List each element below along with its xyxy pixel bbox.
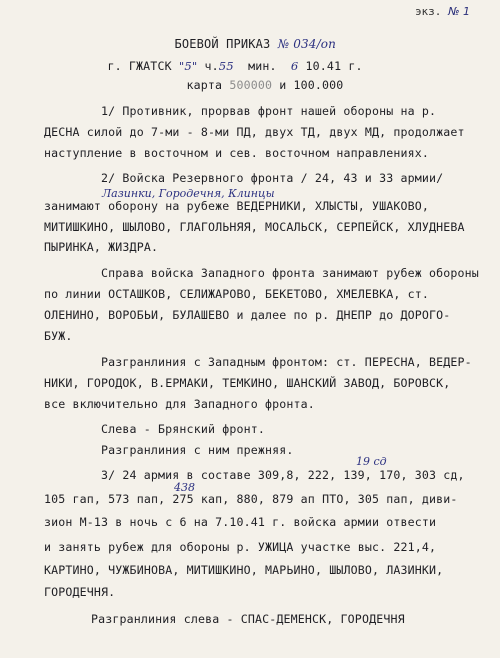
place: г. ГЖАТСК [107, 59, 172, 73]
para-5-line-2: 105 гап, 573 пап, 275 кап, 880, 879 ап ПТО, 305 пап, диви- [44, 492, 458, 506]
copy-number: № 1 [448, 5, 470, 18]
day: "5" [178, 59, 198, 73]
date-day: 6 [290, 59, 299, 73]
para-4-line-1: Разгранлиния с Западным фронтом: ст. ПЕРЕСНА, ВЕДЕР- [101, 355, 472, 369]
handwritten-insertion: Лазинки, Городечня, Клинцы [102, 187, 275, 200]
minutes-label: мин. [248, 59, 277, 73]
para-5-line-1: 3/ 24 армия в составе 309,8, 222, 139, 170, 303 сд, [101, 468, 465, 482]
para-5-line-4: и занять рубеж для обороны р. УЖИЦА участке выс. 221,4, [44, 540, 437, 554]
para-2-line-4: ПЫРИНКА, ЖИЗДРА. [44, 240, 159, 254]
map-scale-1: 500000 [229, 78, 273, 92]
para-5-line-3: зион М-13 в ночь с 6 на 7.10.41 г. войска армии отвести [44, 515, 437, 529]
map-label: карта [186, 78, 223, 92]
para-3-line-1: Справа войска Западного фронта занимают рубеж обороны [101, 266, 479, 280]
order-number: № 034/оп [277, 37, 337, 51]
para-3-line-3: ОЛЕНИНО, ВОРОБЬИ, БУЛАШЕВО и далее по р. ДНЕПР до ДОРОГО- [44, 308, 451, 322]
para-5-line-6: ГОРОДЕЧНЯ. [44, 585, 116, 599]
para-4-line-3: все включительно для Западного фронта. [44, 397, 315, 411]
para-1-line-3: наступление в восточном и сев. восточном направлениях. [44, 146, 430, 160]
para-3-line-4: БУЖ. [44, 329, 73, 343]
minutes: 55 [218, 59, 234, 73]
left-neighbor-line: Слева - Брянский фронт. [101, 422, 265, 436]
para-1-line-1: 1/ Противник, прорвав фронт нашей обороны на р. [101, 104, 437, 118]
copy-label: экз. [414, 5, 442, 18]
para-2-line-1: 2/ Войска Резервного фронта / 24, 43 и 33 армии/ [101, 171, 444, 185]
para-1-line-2: ДЕСНА силой до 7-ми - 8-ми ПД, двух ТД, двух МД, продолжает [44, 125, 465, 139]
para-2-line-2: занимают оборону на рубеже ВЕДЕРНИКИ, ХЛЫСТЫ, УШАКОВО, [44, 199, 430, 213]
boundary-line: Разгранлиния с ним прежняя. [101, 443, 294, 457]
para-3-line-2: по линии ОСТАШКОВ, СЕЛИЖАРОВО, БЕКЕТОВО, ХМЕЛЕВКА, ст. [44, 287, 430, 301]
boundary-left-line: Разгранлиния слева - СПАС-ДЕМЕНСК, ГОРОДЕЧНЯ [91, 612, 405, 626]
date-rest: 10.41 г. [305, 59, 363, 73]
map-scale-2: и 100.000 [279, 78, 344, 92]
map-line [158, 64, 343, 106]
para-2-line-3: МИТИШКИНО, ШЫЛОВО, ГЛАГОЛЬНЯЯ, МОСАЛЬСК, СЕРПЕЙСК, ХЛУДНЕВА [44, 220, 465, 234]
para-5-line-5: КАРТИНО, ЧУЖБИНОВА, МИТИШКИНО, МАРЬИНО, ШЫЛОВО, ЛАЗИНКИ, [44, 563, 444, 577]
para-4-line-2: НИКИ, ГОРОДОК, В.ЕРМАКИ, ТЕМКИНО, ШАНСКИЙ ЗАВОД, БОРОВСК, [44, 376, 451, 390]
handwritten-above-139: 19 сд [356, 455, 387, 468]
title-text: БОЕВОЙ ПРИКАЗ [174, 37, 271, 51]
copy-number-mark [415, 5, 470, 18]
hour-label: ч. [204, 59, 219, 73]
handwritten-above-275: 438 [174, 481, 195, 494]
